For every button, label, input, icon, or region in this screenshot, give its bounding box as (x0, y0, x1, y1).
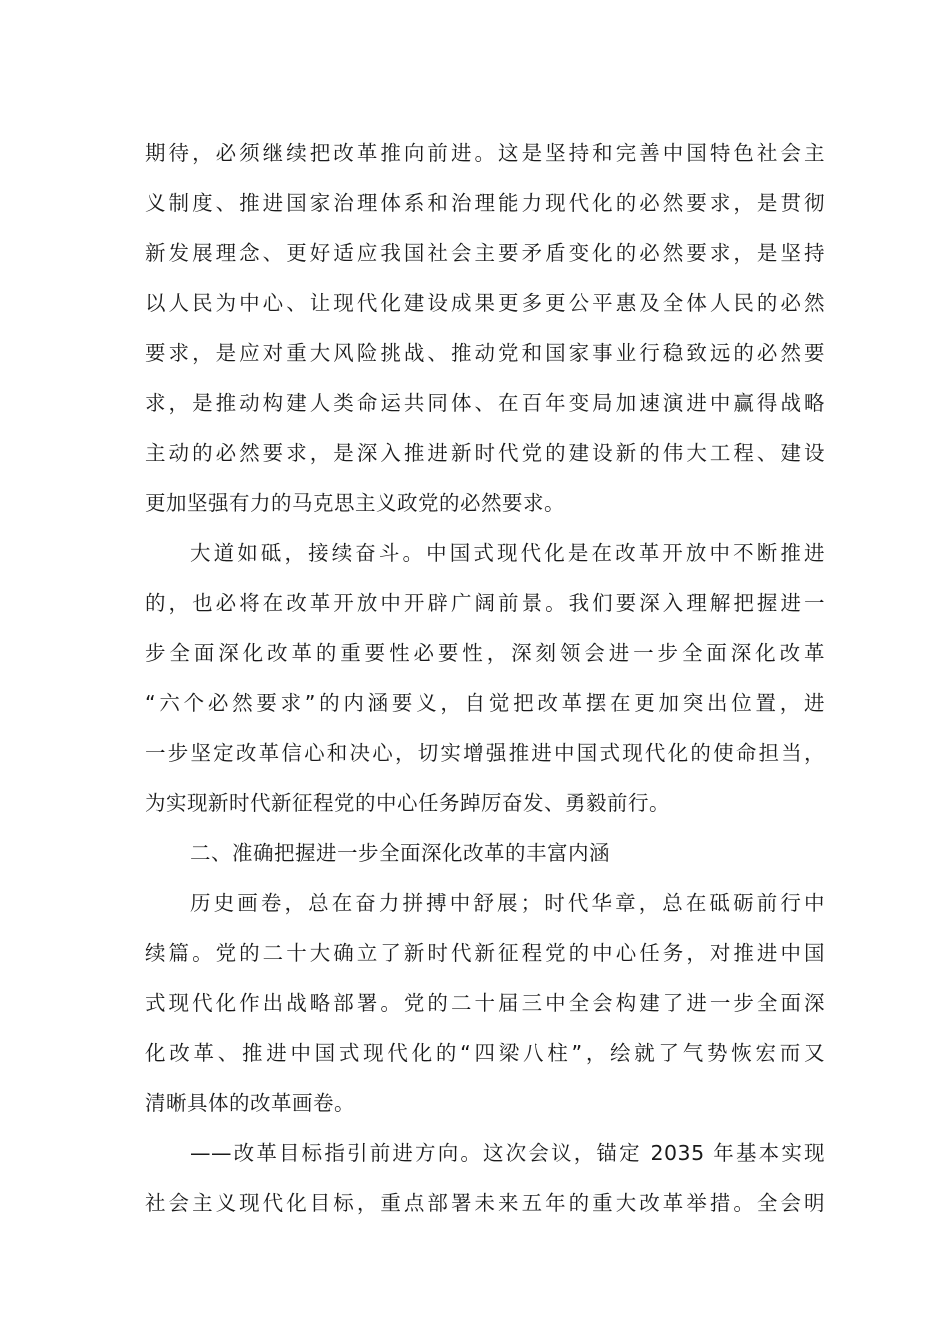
paragraph-1-line-8: 更加坚强有力的马克思主义政党的必然要求。 (145, 491, 565, 515)
paragraph-2-line-3: 步全面深化改革的重要性必要性，深刻领会进一步全面深化改革 (145, 641, 825, 665)
paragraph-3-line-3: 式现代化作出战略部署。党的二十届三中全会构建了进一步全面深 (145, 991, 825, 1015)
paragraph-2-line-1: 大道如砥，接续奋斗。中国式现代化是在改革开放中不断推进 (190, 541, 825, 565)
paragraph-3-line-5: 清晰具体的改革画卷。 (145, 1091, 355, 1115)
paragraph-3-line-2: 续篇。党的二十大确立了新时代新征程党的中心任务，对推进中国 (145, 941, 825, 965)
paragraph-3-line-4: 化改革、推进中国式现代化的“四梁八柱”，绘就了气势恢宏而又 (145, 1041, 825, 1065)
paragraph-1-line-6: 求，是推动构建人类命运共同体、在百年变局加速演进中赢得战略 (145, 391, 825, 415)
paragraph-2-line-5: 一步坚定改革信心和决心，切实增强推进中国式现代化的使命担当， (145, 741, 825, 765)
paragraph-1-line-3: 新发展理念、更好适应我国社会主要矛盾变化的必然要求，是坚持 (145, 241, 825, 265)
paragraph-1-line-5: 要求，是应对重大风险挑战、推动党和国家事业行稳致远的必然要 (145, 341, 825, 365)
paragraph-1-line-7: 主动的必然要求，是深入推进新时代党的建设新的伟大工程、建设 (145, 441, 825, 465)
paragraph-1-line-1: 期待，必须继续把改革推向前进。这是坚持和完善中国特色社会主 (145, 141, 825, 165)
section-heading: 二、准确把握进一步全面深化改革的丰富内涵 (190, 841, 610, 865)
paragraph-1-line-2: 义制度、推进国家治理体系和治理能力现代化的必然要求，是贯彻 (145, 191, 825, 215)
paragraph-3-line-1: 历史画卷，总在奋力拼搏中舒展；时代华章，总在砥砺前行中 (190, 891, 825, 915)
paragraph-2-line-6: 为实现新时代新征程党的中心任务踔厉奋发、勇毅前行。 (145, 791, 670, 815)
paragraph-2-line-2: 的，也必将在改革开放中开辟广阔前景。我们要深入理解把握进一 (145, 591, 825, 615)
paragraph-1-line-4: 以人民为中心、让现代化建设成果更多更公平惠及全体人民的必然 (145, 291, 825, 315)
paragraph-4-line-1: ——改革目标指引前进方向。这次会议，锚定 2035 年基本实现 (190, 1141, 825, 1165)
paragraph-4-line-2: 社会主义现代化目标，重点部署未来五年的重大改革举措。全会明 (145, 1191, 825, 1215)
paragraph-2-line-4: “六个必然要求”的内涵要义，自觉把改革摆在更加突出位置，进 (145, 691, 825, 715)
